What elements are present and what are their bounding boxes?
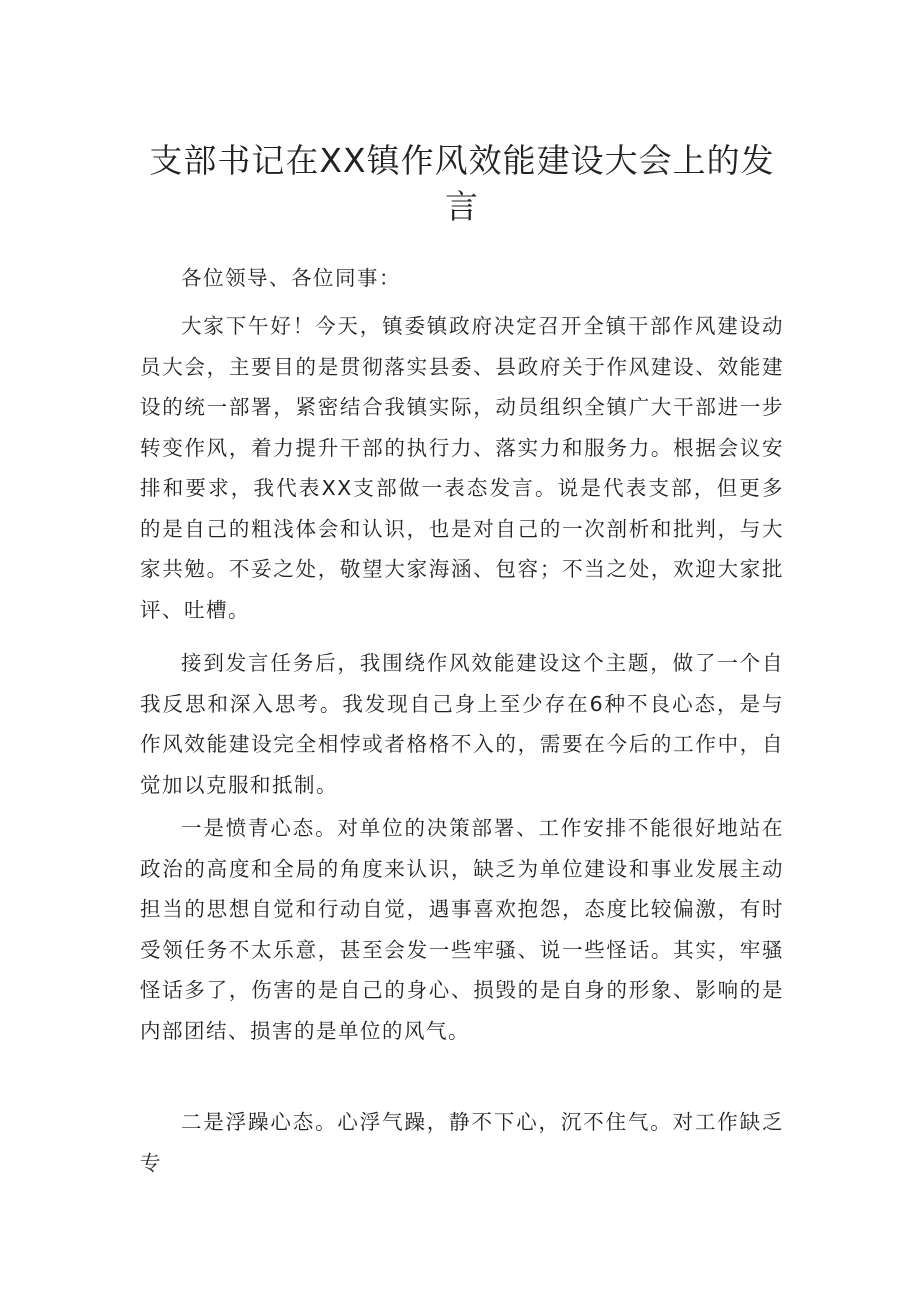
document-title	[140, 138, 784, 230]
paragraph-reflection: 接到发言任务后，我围绕作风效能建设这个主题，做了一个自我反思和深入思考。我发现自己身上至少存在6种不良心态，是与作风效能建设完全相悖或者格格不入的，需要在今后的工作中，自觉加以克服和抵制。	[140, 651, 784, 797]
paragraph-opening: 大家下午好！今天，镇委镇政府决定召开全镇干部作风建设动员大会，主要目的是贯彻落实县委、县政府关于作风建设、效能建设的统一部署，紧密结合我镇实际，动员组织全镇广大干部进一步转变作风，着力提升干部的执行力、落实力和服务力。根据会议安排和要求，我代表XX支部做一表态发言。说是代表支部，但更多的是自己的粗浅体会和认识，也是对自己的一次剖析和批判，与大家共勉。不妥之处，敬望大家海涵、包容；不当之处，欢迎大家批评、吐槽。	[140, 314, 784, 622]
paragraph-point-one: 一是愤青心态。对单位的决策部署、工作安排不能很好地站在政治的高度和全局的角度来认识，缺乏为单位建设和事业发展主动担当的思想自觉和行动自觉，遇事喜欢抱怨，态度比较偏激，有时受领任务不太乐意，甚至会发一些牢骚、说一些怪话。其实，牢骚怪话多了，伤害的是自己的身心、损毁的是自身的形象、影响的是内部团结、损害的是单位的风气。	[140, 816, 784, 1043]
title-line-2: 言	[445, 187, 479, 226]
greeting: 各位领导、各位同事：	[181, 266, 401, 290]
paragraph-point-two: 二是浮躁心态。心浮气躁，静不下心，沉不住气。对工作缺乏专	[140, 1110, 784, 1175]
title-line-1: 支部书记在XX镇作风效能建设大会上的发	[149, 141, 775, 180]
